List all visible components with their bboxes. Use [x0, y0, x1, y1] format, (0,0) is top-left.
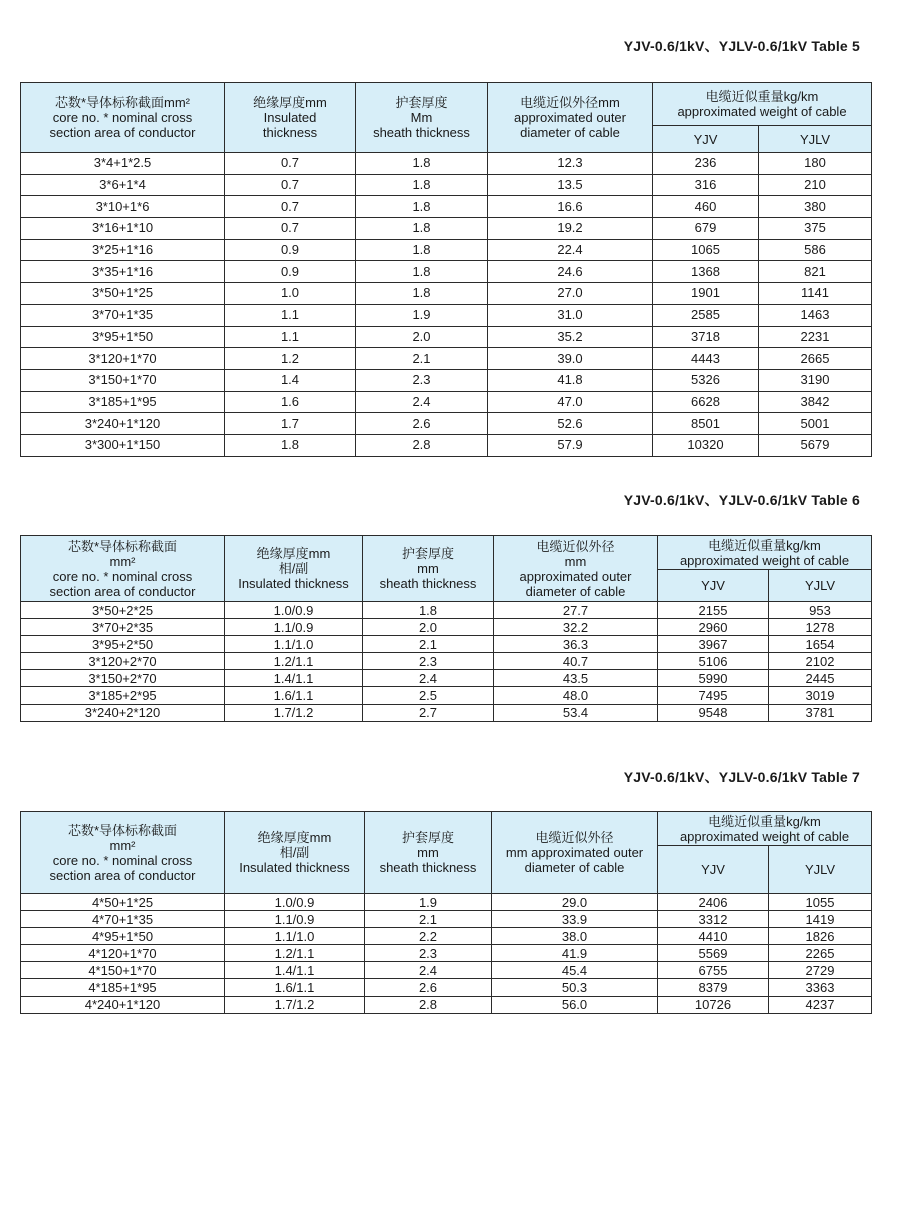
table-row — [21, 602, 872, 619]
cell-weight-yjv: 4443 — [653, 348, 759, 370]
header-line: mm² — [109, 553, 136, 569]
cell-weight-yjlv: 2231 — [759, 326, 872, 348]
cell-core-section: 4*240+1*120 — [21, 996, 225, 1013]
cell-weight-yjlv: 953 — [769, 602, 872, 619]
cell-diameter: 56.0 — [492, 996, 658, 1013]
cell-weight-yjv: 3312 — [658, 911, 769, 928]
cell-sheath: 1.8 — [356, 218, 488, 240]
header-line: 电缆近似重量kg/km — [705, 89, 819, 104]
cell-weight-yjlv: 1141 — [759, 283, 872, 305]
header-line: 相/副 — [278, 561, 309, 576]
cell-insulation: 1.0 — [225, 283, 356, 305]
cell-sheath: 2.2 — [365, 928, 492, 945]
cell-diameter: 40.7 — [494, 653, 658, 670]
cell-insulation: 1.7/1.2 — [225, 704, 363, 721]
cell-sheath: 1.8 — [356, 174, 488, 196]
cell-sheath: 2.1 — [363, 636, 494, 653]
cell-insulation: 1.6/1.1 — [225, 979, 365, 996]
cell-core-section: 4*50+1*25 — [21, 894, 225, 911]
cell-core-section: 4*70+1*35 — [21, 911, 225, 928]
cell-diameter: 31.0 — [488, 304, 653, 326]
header-yjv: YJV — [658, 570, 769, 602]
cell-sheath: 2.8 — [356, 434, 488, 456]
table-5 — [20, 82, 872, 457]
cell-core-section: 3*4+1*2.5 — [21, 153, 225, 175]
cell-weight-yjlv: 3363 — [769, 979, 872, 996]
cell-insulation: 1.1 — [225, 304, 356, 326]
header-line: approximated weight of cable — [679, 552, 850, 568]
header-line: approximated weight of cable — [677, 104, 847, 119]
cell-diameter: 35.2 — [488, 326, 653, 348]
cell-weight-yjlv: 821 — [759, 261, 872, 283]
table-row — [21, 174, 872, 196]
cell-sheath: 1.8 — [356, 196, 488, 218]
cell-diameter: 29.0 — [492, 894, 658, 911]
header-core — [21, 536, 225, 602]
cell-core-section: 3*70+2*35 — [21, 619, 225, 636]
cell-weight-yjv: 2960 — [658, 619, 769, 636]
cell-core-section: 3*6+1*4 — [21, 174, 225, 196]
cell-core-section: 3*70+1*35 — [21, 304, 225, 326]
cell-core-section: 3*50+1*25 — [21, 283, 225, 305]
cell-insulation: 1.6/1.1 — [225, 687, 363, 704]
cell-sheath: 1.9 — [356, 304, 488, 326]
cell-weight-yjv: 2155 — [658, 602, 769, 619]
cell-weight-yjv: 2585 — [653, 304, 759, 326]
header-core — [21, 83, 225, 153]
table-row — [21, 261, 872, 283]
cell-diameter: 43.5 — [494, 670, 658, 687]
cell-diameter: 38.0 — [492, 928, 658, 945]
cell-core-section: 4*95+1*50 — [21, 928, 225, 945]
cell-weight-yjlv: 3781 — [769, 704, 872, 721]
cell-core-section: 3*240+1*120 — [21, 413, 225, 435]
cell-weight-yjv: 3718 — [653, 326, 759, 348]
cell-weight-yjv: 1368 — [653, 261, 759, 283]
cell-weight-yjv: 7495 — [658, 687, 769, 704]
table-6-title: YJV-0.6/1kV、YJLV-0.6/1kV Table 6 — [623, 492, 860, 508]
cell-diameter: 53.4 — [494, 704, 658, 721]
header-sheath — [365, 812, 492, 894]
cell-weight-yjlv: 2729 — [769, 962, 872, 979]
cell-diameter: 13.5 — [488, 174, 653, 196]
header-sheath — [363, 536, 494, 602]
cell-weight-yjlv: 5001 — [759, 413, 872, 435]
cell-core-section: 3*50+2*25 — [21, 602, 225, 619]
header-line: sheath thickness — [373, 125, 470, 140]
cell-weight-yjv: 316 — [653, 174, 759, 196]
cell-weight-yjlv: 380 — [759, 196, 872, 218]
table-row — [21, 239, 872, 261]
header-line: Insulated thickness — [238, 576, 349, 591]
cell-insulation: 0.9 — [225, 239, 356, 261]
table-7 — [20, 811, 872, 1014]
cell-weight-yjv: 10320 — [653, 434, 759, 456]
header-line: section area of conductor — [49, 125, 196, 140]
table-7-title: YJV-0.6/1kV、YJLV-0.6/1kV Table 7 — [623, 769, 860, 785]
cell-sheath: 2.3 — [365, 945, 492, 962]
table-row — [21, 928, 872, 945]
cell-sheath: 2.4 — [365, 962, 492, 979]
cell-core-section: 3*10+1*6 — [21, 196, 225, 218]
table-row — [21, 996, 872, 1013]
cell-sheath: 2.1 — [356, 348, 488, 370]
cell-sheath: 2.3 — [363, 653, 494, 670]
cell-weight-yjlv: 1278 — [769, 619, 872, 636]
header-line: Insulated thickness — [239, 860, 350, 875]
header-line: approximated outer — [513, 110, 626, 125]
header-line: mm approximated outer — [505, 845, 644, 860]
header-line: 电缆近似外径 — [535, 830, 614, 845]
cell-insulation: 1.4/1.1 — [225, 670, 363, 687]
cell-core-section: 3*120+2*70 — [21, 653, 225, 670]
header-line: mm — [417, 561, 439, 576]
cell-weight-yjv: 8501 — [653, 413, 759, 435]
cell-weight-yjlv: 586 — [759, 239, 872, 261]
header-yjv: YJV — [658, 846, 769, 894]
cell-diameter: 41.9 — [492, 945, 658, 962]
cell-sheath: 2.1 — [365, 911, 492, 928]
cell-insulation: 1.0/0.9 — [225, 602, 363, 619]
cell-core-section: 3*240+2*120 — [21, 704, 225, 721]
table-row — [21, 979, 872, 996]
header-line: 护套厚度 — [395, 95, 448, 110]
cell-weight-yjlv: 375 — [759, 218, 872, 240]
cell-sheath: 2.0 — [363, 619, 494, 636]
table-5-body — [21, 153, 872, 457]
cell-diameter: 16.6 — [488, 196, 653, 218]
table-row — [21, 413, 872, 435]
table-5-title: YJV-0.6/1kV、YJLV-0.6/1kV Table 5 — [623, 38, 860, 54]
table-row — [21, 434, 872, 456]
cell-sheath: 2.5 — [363, 687, 494, 704]
cell-sheath: 2.3 — [356, 369, 488, 391]
cell-diameter: 39.0 — [488, 348, 653, 370]
cell-sheath: 2.6 — [356, 413, 488, 435]
header-line: Mm — [410, 110, 433, 125]
cell-sheath: 2.4 — [363, 670, 494, 687]
cell-core-section: 3*95+1*50 — [21, 326, 225, 348]
table-row — [21, 369, 872, 391]
cell-weight-yjv: 5569 — [658, 945, 769, 962]
header-line: core no. * nominal cross — [52, 568, 193, 584]
table-row — [21, 153, 872, 175]
header-line: 电缆近似重量kg/km — [708, 813, 821, 829]
cell-insulation: 1.1/0.9 — [225, 911, 365, 928]
cell-insulation: 1.8 — [225, 434, 356, 456]
cell-diameter: 33.9 — [492, 911, 658, 928]
table-7-body — [21, 894, 872, 1014]
header-line: 芯数*导体标称截面 — [67, 822, 178, 838]
header-line: mm² — [109, 837, 136, 853]
header-sheath — [356, 83, 488, 153]
cell-weight-yjlv: 5679 — [759, 434, 872, 456]
header-line: Insulated — [263, 110, 317, 125]
cell-diameter: 27.7 — [494, 602, 658, 619]
cell-diameter: 41.8 — [488, 369, 653, 391]
header-line: 绝缘厚度mm — [253, 95, 327, 110]
cell-weight-yjlv: 1419 — [769, 911, 872, 928]
cell-weight-yjlv: 3190 — [759, 369, 872, 391]
cell-diameter: 52.6 — [488, 413, 653, 435]
cell-weight-yjlv: 1654 — [769, 636, 872, 653]
cell-sheath: 1.9 — [365, 894, 492, 911]
cell-weight-yjv: 10726 — [658, 996, 769, 1013]
cell-core-section: 3*35+1*16 — [21, 261, 225, 283]
cell-sheath: 2.0 — [356, 326, 488, 348]
header-line: 护套厚度 — [401, 830, 454, 845]
header-line: 电缆近似外径mm — [520, 95, 620, 110]
cell-weight-yjv: 460 — [653, 196, 759, 218]
cell-weight-yjv: 3967 — [658, 636, 769, 653]
cell-weight-yjlv: 3842 — [759, 391, 872, 413]
header-line: 芯数*导体标称截面mm² — [54, 95, 191, 110]
cell-sheath: 2.8 — [365, 996, 492, 1013]
cell-core-section: 4*150+1*70 — [21, 962, 225, 979]
cell-sheath: 1.8 — [356, 283, 488, 305]
header-line: sheath thickness — [379, 860, 477, 875]
header-line: 电缆近似外径 — [536, 538, 615, 554]
cell-insulation: 1.2 — [225, 348, 356, 370]
cell-insulation: 1.1 — [225, 326, 356, 348]
cell-insulation: 1.7/1.2 — [225, 996, 365, 1013]
header-line: approximated outer — [519, 568, 632, 584]
cell-sheath: 2.6 — [365, 979, 492, 996]
cell-insulation: 1.2/1.1 — [225, 945, 365, 962]
cell-sheath: 2.7 — [363, 704, 494, 721]
cell-diameter: 36.3 — [494, 636, 658, 653]
cell-weight-yjlv: 3019 — [769, 687, 872, 704]
table-row — [21, 962, 872, 979]
cell-insulation: 1.6 — [225, 391, 356, 413]
table-6 — [20, 535, 872, 722]
cell-insulation: 1.4 — [225, 369, 356, 391]
header-line: mm — [564, 553, 587, 569]
cell-diameter: 12.3 — [488, 153, 653, 175]
header-yjv: YJV — [653, 126, 759, 153]
table-row — [21, 619, 872, 636]
cell-sheath: 1.8 — [356, 153, 488, 175]
cell-insulation: 1.4/1.1 — [225, 962, 365, 979]
cell-core-section: 3*150+1*70 — [21, 369, 225, 391]
cell-insulation: 0.7 — [225, 196, 356, 218]
cell-insulation: 0.7 — [225, 218, 356, 240]
cell-weight-yjlv: 2102 — [769, 653, 872, 670]
header-line: 相/副 — [279, 845, 310, 860]
header-yjlv: YJLV — [759, 126, 872, 153]
cell-core-section: 3*300+1*150 — [21, 434, 225, 456]
header-line: mm — [417, 845, 439, 860]
header-insulation — [225, 536, 363, 602]
header-diameter — [494, 536, 658, 602]
cell-insulation: 1.0/0.9 — [225, 894, 365, 911]
table-row — [21, 326, 872, 348]
header-line: core no. * nominal cross — [52, 110, 193, 125]
cell-core-section: 3*25+1*16 — [21, 239, 225, 261]
cell-diameter: 32.2 — [494, 619, 658, 636]
cell-core-section: 4*185+1*95 — [21, 979, 225, 996]
header-insulation — [225, 83, 356, 153]
header-weight — [658, 812, 872, 846]
cell-weight-yjv: 8379 — [658, 979, 769, 996]
cell-weight-yjv: 5106 — [658, 653, 769, 670]
cell-diameter: 24.6 — [488, 261, 653, 283]
cell-insulation: 0.9 — [225, 261, 356, 283]
header-line: diameter of cable — [524, 860, 625, 875]
table-row — [21, 704, 872, 721]
table-row — [21, 911, 872, 928]
cell-weight-yjv: 236 — [653, 153, 759, 175]
cell-weight-yjv: 679 — [653, 218, 759, 240]
cell-diameter: 22.4 — [488, 239, 653, 261]
table-row — [21, 304, 872, 326]
cell-insulation: 1.1/1.0 — [225, 636, 363, 653]
header-diameter — [492, 812, 658, 894]
table-row — [21, 196, 872, 218]
cell-insulation: 0.7 — [225, 174, 356, 196]
table-6-body — [21, 602, 872, 722]
header-weight — [658, 536, 872, 570]
header-line: approximated weight of cable — [679, 828, 850, 844]
header-line: diameter of cable — [520, 125, 620, 140]
cell-weight-yjv: 1065 — [653, 239, 759, 261]
header-yjlv: YJLV — [769, 846, 872, 894]
cell-diameter: 50.3 — [492, 979, 658, 996]
cell-core-section: 4*120+1*70 — [21, 945, 225, 962]
header-line: thickness — [262, 125, 318, 140]
table-row — [21, 945, 872, 962]
cell-weight-yjlv: 180 — [759, 153, 872, 175]
cell-diameter: 19.2 — [488, 218, 653, 240]
table-row — [21, 283, 872, 305]
cell-core-section: 3*120+1*70 — [21, 348, 225, 370]
header-line: section area of conductor — [49, 583, 196, 599]
cell-insulation: 0.7 — [225, 153, 356, 175]
cell-weight-yjv: 9548 — [658, 704, 769, 721]
cell-diameter: 48.0 — [494, 687, 658, 704]
cell-weight-yjlv: 1463 — [759, 304, 872, 326]
cell-weight-yjv: 6755 — [658, 962, 769, 979]
header-core — [21, 812, 225, 894]
header-weight — [653, 83, 872, 126]
cell-weight-yjlv: 1055 — [769, 894, 872, 911]
cell-diameter: 57.9 — [488, 434, 653, 456]
cell-weight-yjlv: 2445 — [769, 670, 872, 687]
header-line: 绝缘厚度mm — [256, 546, 331, 561]
cell-core-section: 3*185+1*95 — [21, 391, 225, 413]
cell-insulation: 1.1/0.9 — [225, 619, 363, 636]
table-row — [21, 218, 872, 240]
table-row — [21, 687, 872, 704]
header-line: sheath thickness — [379, 576, 477, 591]
table-row — [21, 636, 872, 653]
cell-diameter: 27.0 — [488, 283, 653, 305]
header-diameter — [488, 83, 653, 153]
cell-weight-yjlv: 2665 — [759, 348, 872, 370]
cell-weight-yjv: 1901 — [653, 283, 759, 305]
table-row — [21, 391, 872, 413]
cell-weight-yjlv: 210 — [759, 174, 872, 196]
cell-weight-yjlv: 2265 — [769, 945, 872, 962]
header-insulation — [225, 812, 365, 894]
table-row — [21, 653, 872, 670]
cell-core-section: 3*150+2*70 — [21, 670, 225, 687]
cell-weight-yjv: 2406 — [658, 894, 769, 911]
cell-diameter: 45.4 — [492, 962, 658, 979]
cell-insulation: 1.1/1.0 — [225, 928, 365, 945]
cell-core-section: 3*16+1*10 — [21, 218, 225, 240]
header-line: core no. * nominal cross — [52, 852, 193, 868]
cell-insulation: 1.7 — [225, 413, 356, 435]
cell-sheath: 2.4 — [356, 391, 488, 413]
header-line: 电缆近似重量kg/km — [708, 537, 821, 553]
header-line: 护套厚度 — [401, 546, 454, 561]
table-row — [21, 670, 872, 687]
cell-weight-yjv: 5326 — [653, 369, 759, 391]
cell-core-section: 3*95+2*50 — [21, 636, 225, 653]
cell-weight-yjv: 6628 — [653, 391, 759, 413]
cell-sheath: 1.8 — [356, 261, 488, 283]
cell-weight-yjv: 4410 — [658, 928, 769, 945]
header-line: 芯数*导体标称截面 — [67, 538, 178, 554]
header-line: section area of conductor — [49, 867, 196, 883]
header-line: 绝缘厚度mm — [257, 830, 332, 845]
cell-weight-yjlv: 1826 — [769, 928, 872, 945]
cell-sheath: 1.8 — [356, 239, 488, 261]
cell-diameter: 47.0 — [488, 391, 653, 413]
header-yjlv: YJLV — [769, 570, 872, 602]
table-row — [21, 348, 872, 370]
cell-weight-yjv: 5990 — [658, 670, 769, 687]
header-line: diameter of cable — [525, 583, 626, 599]
cell-core-section: 3*185+2*95 — [21, 687, 225, 704]
table-row — [21, 894, 872, 911]
cell-insulation: 1.2/1.1 — [225, 653, 363, 670]
cell-sheath: 1.8 — [363, 602, 494, 619]
cell-weight-yjlv: 4237 — [769, 996, 872, 1013]
